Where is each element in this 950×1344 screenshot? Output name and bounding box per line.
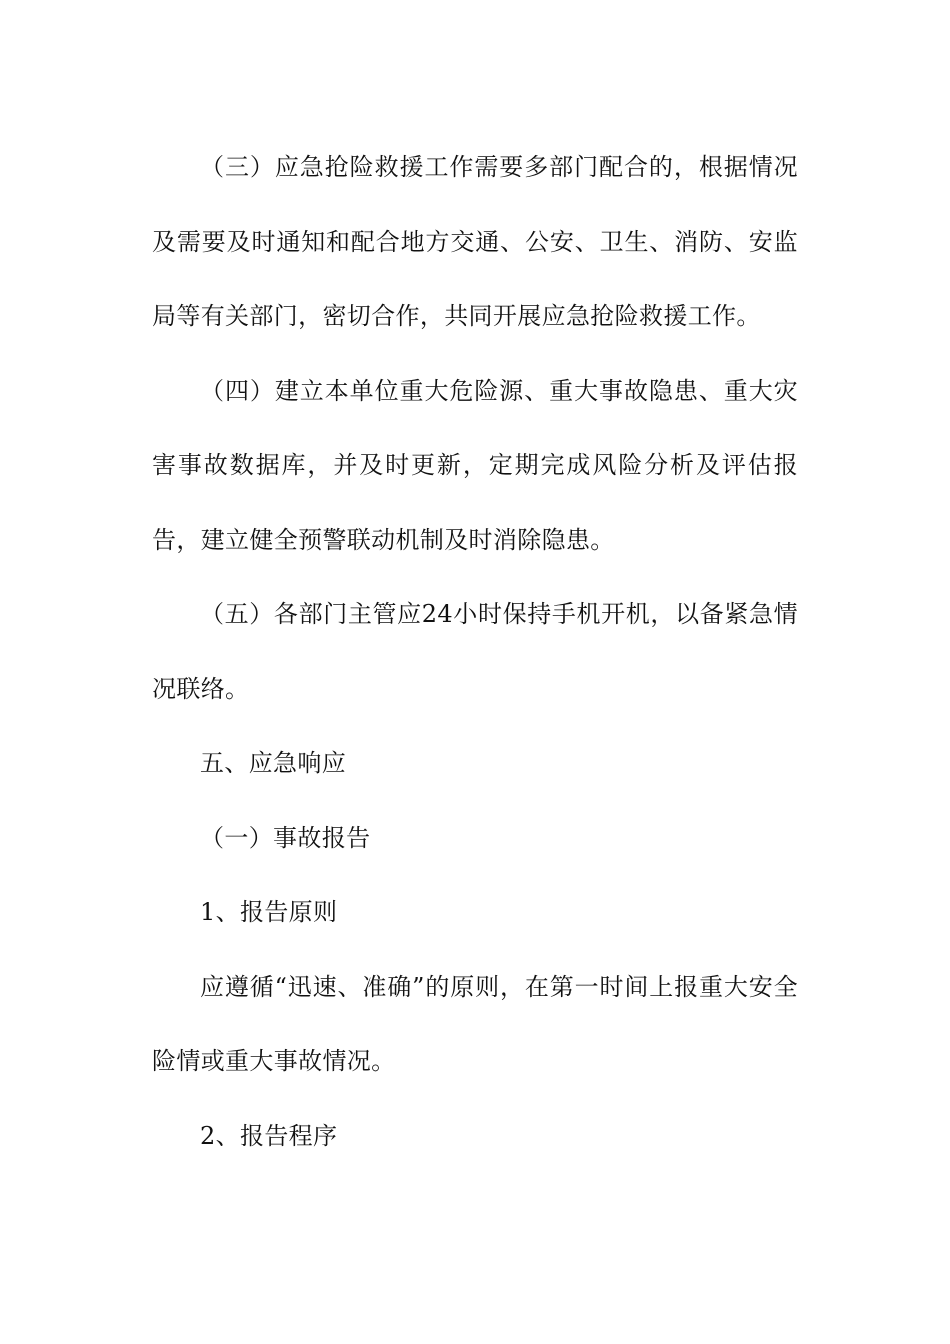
document-body	[152, 130, 798, 1173]
item-heading-report-principle: 1、报告原则	[200, 898, 338, 926]
paragraph-4-hazard-database: （四）建立本单位重大危险源、重大事故隐患、重大灾害事故数据库，并及时更新，定期完成风险分析及评估报告，建立健全预警联动机制及时消除隐患。	[152, 376, 798, 554]
item-heading-report-procedure: 2、报告程序	[200, 1121, 338, 1150]
section-heading-emergency-response: 五、应急响应	[200, 749, 347, 777]
subsection-heading-accident-report: （一）事故报告	[200, 823, 371, 852]
paragraph-5-phone-on: （五）各部门主管应24小时保持手机开机，以备紧急情况联络。	[152, 600, 798, 703]
paragraph-report-principle: 应遵循“迅速、准确”的原则，在第一时间上报重大安全险情或重大事故情况。	[152, 972, 798, 1075]
paragraph-3-multi-department: （三）应急抢险救援工作需要多部门配合的，根据情况及需要及时通知和配合地方交通、公安、卫生、消防、安监局等有关部门，密切合作，共同开展应急抢险救援工作。	[152, 153, 798, 330]
